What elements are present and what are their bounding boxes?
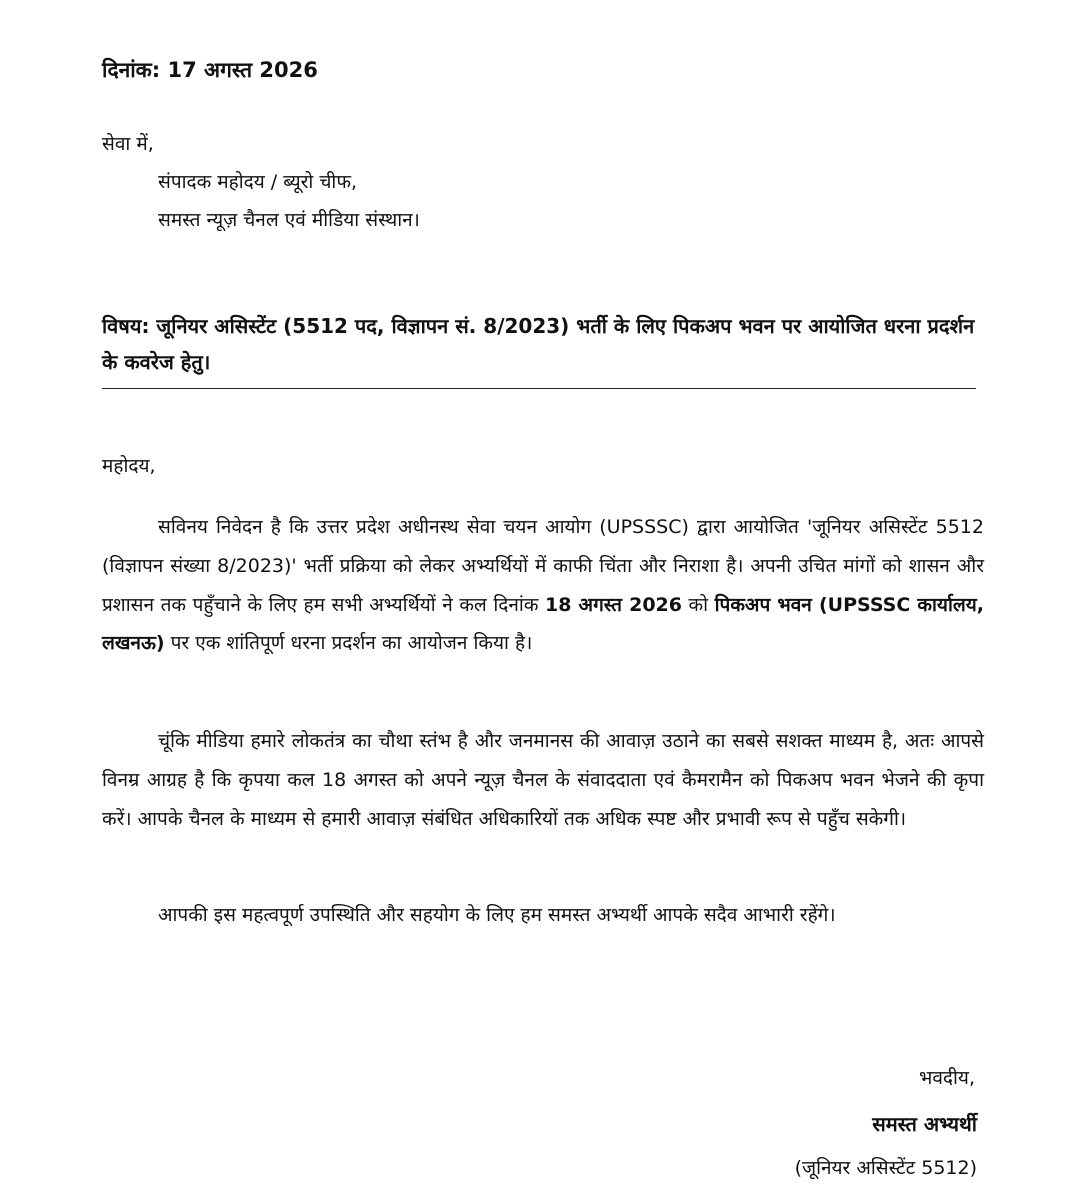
para1-text-2: को — [682, 593, 715, 616]
greeting: महोदय, — [102, 455, 156, 477]
closing: भवदीय, — [919, 1067, 975, 1089]
signer-note: (जूनियर असिस्टेंट 5512) — [794, 1157, 977, 1179]
para1-bold-date: 18 अगस्त 2026 — [544, 593, 682, 616]
signer-name: समस्त अभ्यर्थी — [872, 1112, 977, 1136]
body-paragraph-2: चूंकि मीडिया हमारे लोकतंत्र का चौथा स्तंभ है और जनमानस की आवाज़ उठाने का सबसे सशक्त माध्यम है, अतः आपसे विनम्र आग्रह है कि कृपया कल 18 अगस्त को अपने न्यूज़ चैनल के संवाददाता एवं कैमरामैन को पिकअप भवन भेजने की कृपा करें। आपके चैनल के माध्यम से हमारी आवाज़ संबंधित अधिकारियों तक अधिक स्पष्ट और प्रभावी रूप से पहुँच सकेगी। — [102, 730, 984, 830]
subject-divider — [102, 388, 976, 389]
body-paragraph-3: आपकी इस महत्वपूर्ण उपस्थिति और सहयोग के लिए हम समस्त अभ्यर्थी आपके सदैव आभारी रहेंगे। — [158, 904, 836, 926]
body-paragraph-1 — [102, 508, 984, 663]
letter-subject: विषय: जूनियर असिस्टेंट (5512 पद, विज्ञापन सं. 8/2023) भर्ती के लिए पिकअप भवन पर आयोजित धरना प्रदर्शन के कवरेज हेतु। — [102, 314, 975, 374]
para1-text-3: पर एक शांतिपूर्ण धरना प्रदर्शन का आयोजन किया है। — [164, 632, 533, 655]
para1-text-1: सविनय निवेदन है कि उत्तर प्रदेश अधीनस्थ सेवा चयन आयोग (UPSSSC) द्वारा आयोजित 'जूनियर असिस्टेंट 5512 (विज्ञापन संख्या 8/2023)' भर्ती प्रक्रिया को लेकर अभ्यर्थियों में काफी चिंता और निराशा है। अपनी उचित मांगों को शासन और प्रशासन तक पहुँचाने के लिए हम सभी अभ्यर्थियों ने कल दिनांक — [102, 516, 984, 616]
para1-bold-place: पिकअप भवन (UPSSSC कार्यालय, लखनऊ) — [102, 593, 984, 655]
to-line: सेवा में, — [102, 133, 154, 155]
recipient-line-1: संपादक महोदय / ब्यूरो चीफ, — [158, 171, 358, 193]
recipient-line-2: समस्त न्यूज़ चैनल एवं मीडिया संस्थान। — [158, 209, 420, 231]
letter-date: दिनांक: 17 अगस्त 2026 — [102, 58, 318, 82]
